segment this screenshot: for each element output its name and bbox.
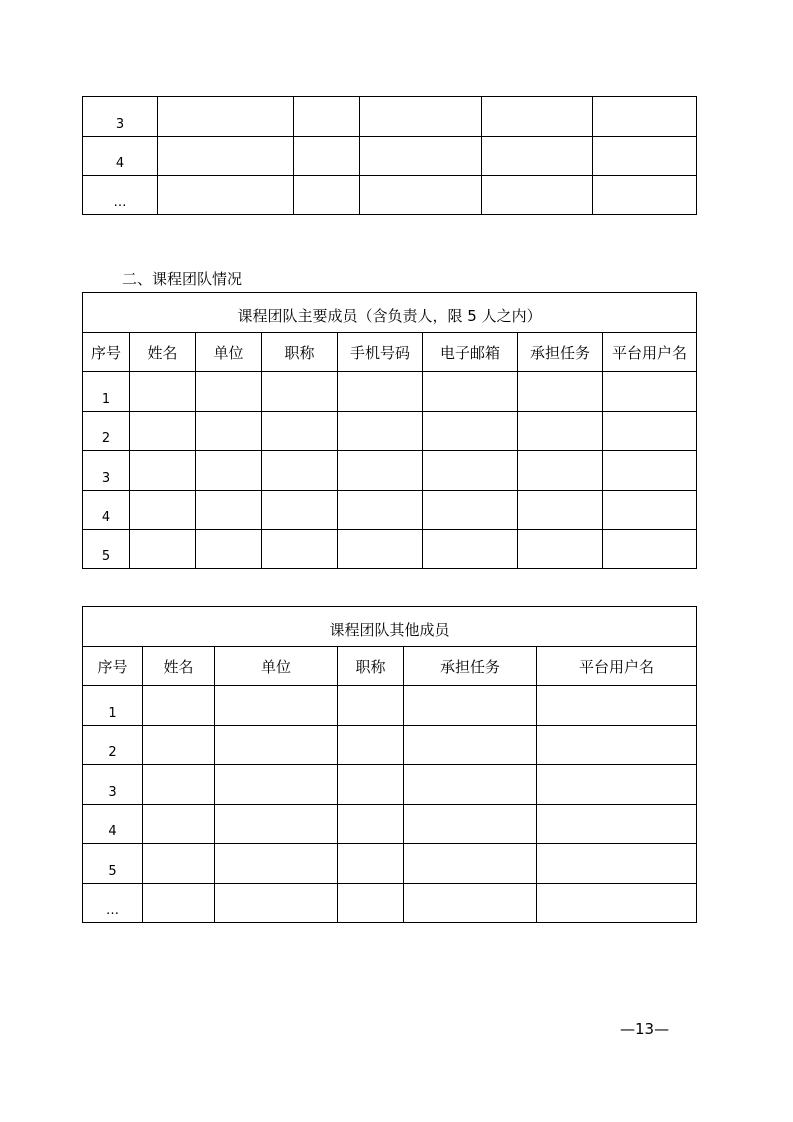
column-header: 姓名 [143,647,215,686]
table-cell [158,97,294,137]
table-cell [338,530,423,569]
column-header: 职称 [262,333,338,372]
table-row [83,726,697,765]
table-cell [404,805,537,844]
table-cell [423,530,518,569]
table-cell [143,884,215,923]
table-cell [603,530,697,569]
table-cell [537,726,697,765]
table-row [83,686,697,726]
column-header: 姓名 [130,333,196,372]
table-cell [338,844,404,884]
table-cell [158,137,294,176]
table-cell [196,412,262,451]
page-number: —13— [620,1020,670,1038]
row-number: 1 [83,686,143,726]
row-number: 2 [83,726,143,765]
table-cell [143,686,215,726]
table-row [83,530,697,569]
table-cell [338,805,404,844]
table-cell [360,176,482,215]
table-cell [338,884,404,923]
table-cell [338,765,404,805]
table-cell [537,686,697,726]
table-row [83,97,697,137]
table-cell [143,844,215,884]
table-header-row [83,333,697,372]
table-cell [360,137,482,176]
table-cell [196,451,262,491]
table-header-row [83,647,697,686]
table-cell [360,97,482,137]
table-cell [404,884,537,923]
row-number: 3 [83,765,143,805]
table-row [83,765,697,805]
table-row [83,805,697,844]
table-cell [143,765,215,805]
table-cell [404,686,537,726]
table-cell [423,451,518,491]
row-number: 4 [83,491,130,530]
column-header: 序号 [83,333,130,372]
row-number: 1 [83,372,130,412]
table-row [83,372,697,412]
table-cell [215,686,338,726]
column-header: 手机号码 [338,333,423,372]
section-heading: 二、课程团队情况 [122,270,243,288]
table-cell [130,412,196,451]
table-cell [143,805,215,844]
table-title: 课程团队其他成员 [83,607,697,647]
table-cell [537,765,697,805]
table-cell [196,491,262,530]
table-cell [215,726,338,765]
row-number: 3 [83,451,130,491]
table-cell [294,97,360,137]
table-cell [518,491,603,530]
column-header: 承担任务 [518,333,603,372]
table-cell [482,97,593,137]
table-cell [262,530,338,569]
table-cell [215,884,338,923]
table-cell [215,844,338,884]
table-row [83,491,697,530]
table-title-row [83,607,697,647]
table-cell [423,412,518,451]
column-header: 平台用户名 [603,333,697,372]
column-header: 序号 [83,647,143,686]
table-cell [338,491,423,530]
table-cell [603,491,697,530]
table-cell [603,412,697,451]
table-row [83,176,697,215]
table-cell [338,686,404,726]
table-title: 课程团队主要成员（含负责人，限 5 人之内） [83,293,697,333]
column-header: 单位 [196,333,262,372]
table-cell [593,137,697,176]
table-cell [537,884,697,923]
table-cell [262,451,338,491]
table-cell [262,412,338,451]
table-cell [338,451,423,491]
table-cell [603,451,697,491]
table-cell [593,97,697,137]
main-members-table [82,292,697,569]
row-number: 5 [83,530,130,569]
table-cell [518,412,603,451]
table-cell [423,372,518,412]
row-number: 3 [83,97,158,137]
row-number: 4 [83,137,158,176]
table-cell [537,844,697,884]
table-cell [262,372,338,412]
table-cell [518,372,603,412]
row-number: 2 [83,412,130,451]
row-number: … [83,884,143,923]
table-cell [338,412,423,451]
table-cell [130,372,196,412]
table-cell [130,491,196,530]
table-cell [215,805,338,844]
table-cell [215,765,338,805]
table-cell [130,451,196,491]
other-members-table [82,606,697,923]
table-cell [196,372,262,412]
table-cell [143,726,215,765]
top-continuation-table [82,96,697,215]
column-header: 电子邮箱 [423,333,518,372]
table-cell [482,176,593,215]
table-cell [294,137,360,176]
column-header: 承担任务 [404,647,537,686]
table-cell [404,726,537,765]
table-cell [338,372,423,412]
table-cell [294,176,360,215]
table-cell [482,137,593,176]
row-number: 4 [83,805,143,844]
table-cell [196,530,262,569]
table-cell [518,530,603,569]
table-row [83,451,697,491]
table-row [83,137,697,176]
table-row [83,412,697,451]
table-row [83,884,697,923]
table-cell [593,176,697,215]
column-header: 单位 [215,647,338,686]
table-title-row [83,293,697,333]
table-cell [404,765,537,805]
column-header: 平台用户名 [537,647,697,686]
column-header: 职称 [338,647,404,686]
table-cell [262,491,338,530]
table-cell [404,844,537,884]
table-cell [130,530,196,569]
row-number: 5 [83,844,143,884]
table-cell [338,726,404,765]
table-row [83,844,697,884]
table-cell [518,451,603,491]
row-number: … [83,176,158,215]
table-cell [423,491,518,530]
table-cell [603,372,697,412]
table-cell [537,805,697,844]
table-cell [158,176,294,215]
